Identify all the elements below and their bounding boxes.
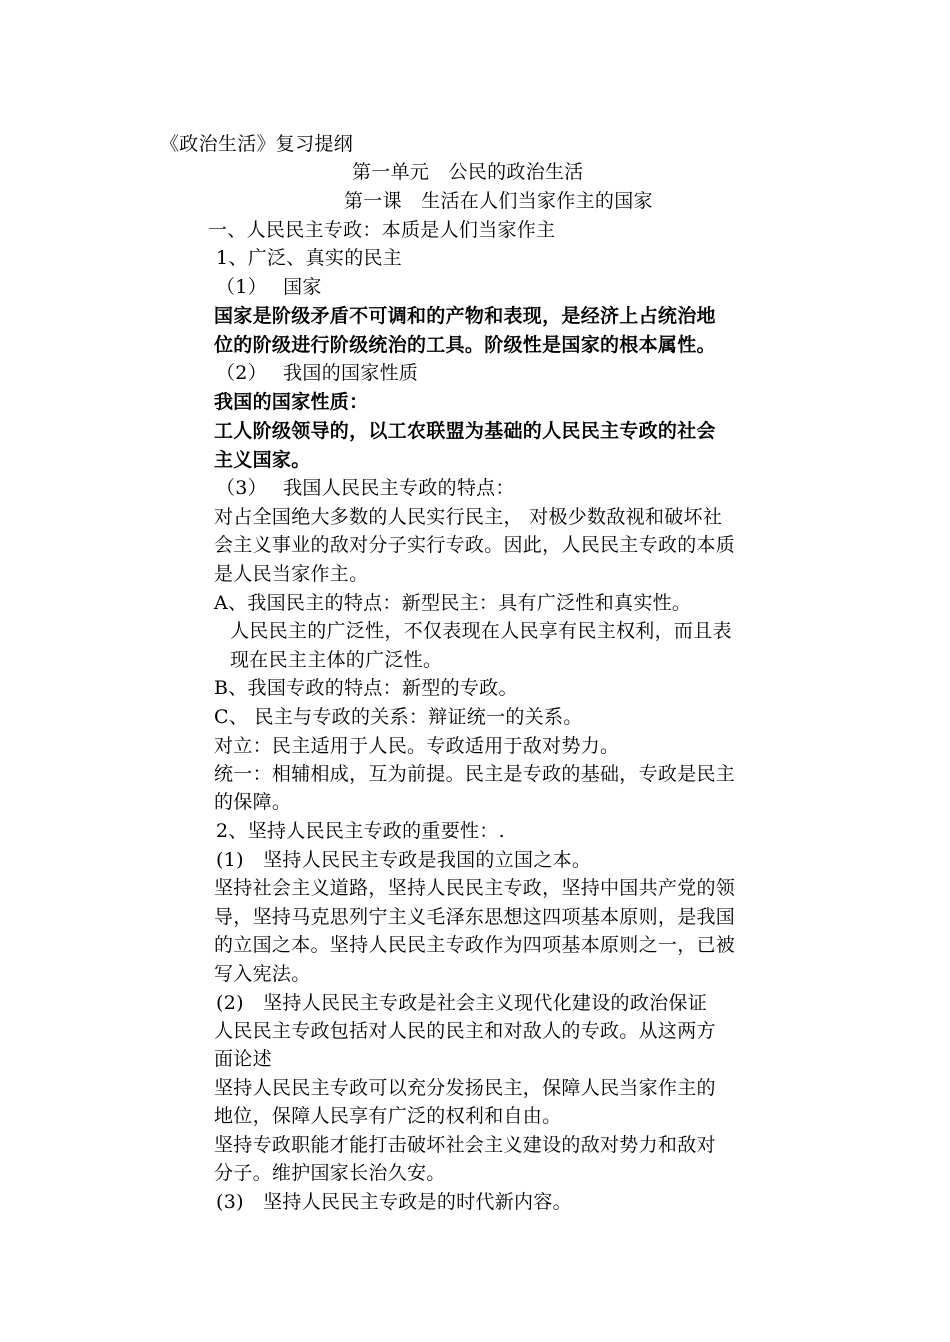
body-text: 会主义事业的敌对分子实行专政。因此，人民民主专政的本质 (214, 534, 736, 556)
body-text: 现在民主主体的广泛性。 (230, 649, 443, 671)
subsection-heading: 2、坚持人民民主专政的重要性：. (216, 820, 505, 842)
body-text: 分子。维护国家长治久安。 (214, 1162, 446, 1184)
body-text: 是人民当家作主。 (214, 563, 369, 585)
body-text: 统一：相辅相成，互为前提。民主是专政的基础，专政是民主 (214, 763, 736, 785)
body-text: 对占全国绝大多数的人民实行民主， 对极少数敌视和破坏社 (214, 506, 723, 528)
document-title: 《政治生活》复习提纲 (160, 133, 354, 155)
body-text: 的立国之本。坚持人民民主专政作为四项基本原则之一，已被 (214, 934, 736, 956)
body-text: 对立：民主适用于人民。专政适用于敌对势力。 (214, 735, 620, 757)
subsection-heading: 1、广泛、真实的民主 (216, 247, 403, 269)
point-heading: B、我国专政的特点：新型的专政。 (214, 677, 518, 699)
item-heading: (2) 坚持人民民主专政是社会主义现代化建设的政治保证 (216, 992, 708, 1014)
section-heading: 一、人民民主专政：本质是人们当家作主 (208, 219, 556, 241)
body-text: 导，坚持马克思列宁主义毛泽东思想这四项基本原则，是我国 (214, 906, 736, 928)
item-heading: （2） 我国的国家性质 (216, 362, 419, 384)
body-text: 坚持专政职能才能打击破坏社会主义建设的敌对势力和敌对 (214, 1134, 716, 1156)
body-text: 的保障。 (214, 791, 292, 813)
body-text: 写入宪法。 (214, 963, 311, 985)
definition-text: 位的阶级进行阶级统治的工具。阶级性是国家的根本属性。 (214, 334, 716, 356)
definition-text: 国家是阶级矛盾不可调和的产物和表现，是经济上占统治地 (214, 305, 716, 327)
definition-text: 工人阶级领导的，以工农联盟为基础的人民民主专政的社会 (214, 420, 716, 442)
body-text: 地位，保障人民享有广泛的权利和自由。 (214, 1105, 562, 1127)
body-text: 坚持人民民主专政可以充分发扬民主，保障人民当家作主的 (214, 1077, 716, 1099)
body-text: 人民民主的广泛性，不仅表现在人民享有民主权利，而且表 (230, 620, 732, 642)
body-text: 人民民主专政包括对人民的民主和对敌人的专政。从这两方 (214, 1020, 716, 1042)
item-heading: （1） 国家 (216, 276, 322, 298)
body-text: 坚持社会主义道路，坚持人民民主专政，坚持中国共产党的领 (214, 877, 736, 899)
unit-title: 第一单元 公民的政治生活 (352, 161, 584, 183)
point-heading: A、我国民主的特点：新型民主：具有广泛性和真实性。 (214, 592, 692, 614)
item-heading: （3） 我国人民民主专政的特点： (216, 477, 515, 499)
item-heading: (1) 坚持人民民主专政是我国的立国之本。 (216, 849, 592, 871)
item-heading: (3) 坚持人民民主专政是的时代新内容。 (216, 1191, 572, 1213)
definition-label: 我国的国家性质： (214, 391, 369, 413)
body-text: 面论述 (214, 1048, 272, 1070)
lesson-title: 第一课 生活在人们当家作主的国家 (344, 190, 653, 212)
definition-text: 主义国家。 (214, 449, 311, 471)
point-heading: C、 民主与专政的关系：辩证统一的关系。 (214, 706, 583, 728)
